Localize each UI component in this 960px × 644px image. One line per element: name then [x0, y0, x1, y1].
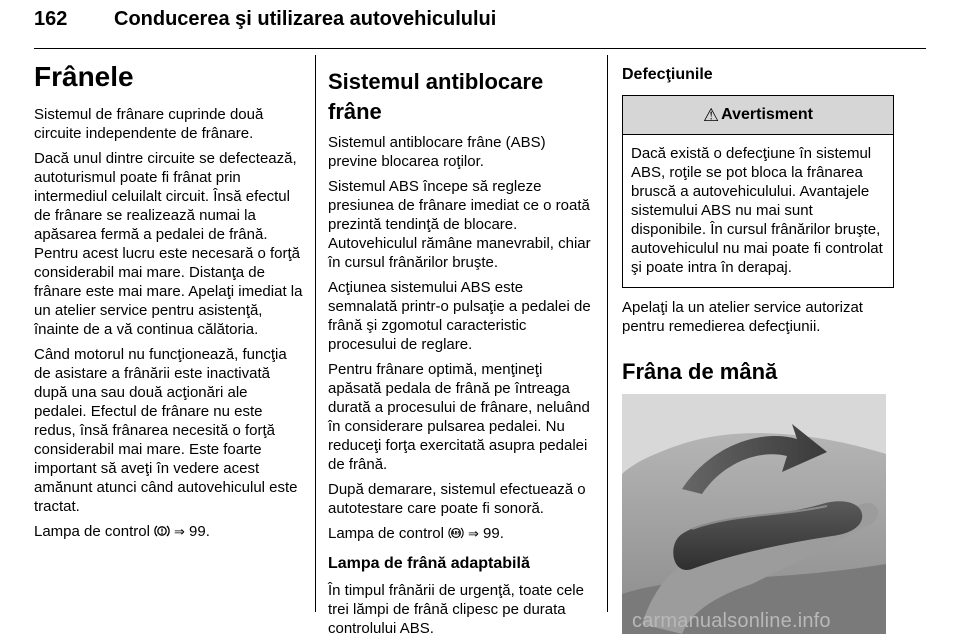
warning-body	[623, 135, 893, 287]
page-number: 162	[34, 8, 68, 30]
lamp-label: Lampa de control	[34, 523, 150, 540]
section-title-faults: Defecţiunile	[622, 66, 713, 83]
section-title-parking-brake: Frâna de mână	[622, 359, 778, 384]
watermark: carmanualsonline.info	[632, 610, 831, 632]
paragraph: După demarare, sistemul efectuează o autotestare care poate fi sonoră.	[328, 481, 586, 517]
subsection-title-adaptive-brake-light: Lampa de frână adaptabilă	[328, 555, 530, 572]
column-faults	[622, 55, 894, 634]
warning-box	[622, 95, 894, 288]
chapter-title: Conducerea şi utilizarea autovehiculului	[114, 8, 497, 30]
section-title-brakes: Frânele	[34, 61, 134, 92]
column-divider	[607, 55, 608, 612]
paragraph: În timpul frânării de urgenţă, toate cele trei lămpi de frână clipesc pe durata controlului ABS.	[328, 582, 584, 637]
column-brakes	[34, 55, 304, 547]
paragraph: Sistemul de frânare cuprinde două circuite independente de frânare.	[34, 106, 264, 142]
paragraph: Dacă unul dintre circuite se defectează, autoturismul poate fi frânat prin intermediul celuilalt circuit. Însă efectul de frânare se realizează numai la apăsarea fermă a pedalei de frână. Pentru acest lucru este necesară o forţă considerabil mai mare. Distanţa de frânare este mai mare. Apelaţi imediat la un atelier service pentru asistenţă, înainte de a vă continua călătoria.	[34, 150, 303, 338]
brake-warning-icon	[154, 523, 174, 539]
svg-text:ABS: ABS	[451, 530, 461, 536]
warning-triangle-icon: ⚠	[702, 104, 720, 125]
parking-brake-photo	[622, 394, 886, 634]
paragraph: Când motorul nu funcţionează, funcţia de asistare a frânării este inactivată după una sau două acţionări ale pedalei. Efectul de frânare nu este redus, însă frânarea necesită o forţă considerabil mai mare. Este foarte important să aveţi în vedere acest amănunt atunci când autovehiculul este tractat.	[34, 346, 298, 515]
page-ref-arrow-icon: ⇒	[467, 526, 479, 541]
paragraph: Acţiunea sistemului ABS este semnalată printr-o pulsaţie a pedalei de frână şi zgomotul caracteristic procesului de reglare.	[328, 279, 591, 353]
lamp-reference	[328, 524, 596, 543]
paragraph: Pentru frânare optimă, menţineţi apăsată pedala de frână pe întreaga durată a procesului de frânare, neluând în considerare pulsarea pedalei. Nu reduceţi forţa exercitată asupra pedalei de frână.	[328, 361, 590, 473]
page-ref-link[interactable]: 99.	[483, 525, 504, 542]
paragraph: Apelaţi la un atelier service autorizat pentru remedierea defecţiunii.	[622, 299, 863, 335]
lamp-reference	[34, 522, 304, 541]
warning-title: Avertisment	[721, 106, 814, 123]
paragraph: Sistemul ABS începe să regleze presiunea de frânare imediat ce o roată prezintă tendinţă de blocare. Autovehiculul rămâne manevrabil, chiar în cursul frânărilor bruşte.	[328, 178, 591, 271]
page-ref-arrow-icon: ⇒	[173, 524, 185, 539]
section-title-abs: Sistemul antiblocare frâne	[328, 69, 544, 124]
warning-header	[623, 96, 893, 135]
abs-lamp-icon	[448, 525, 468, 541]
lamp-label: Lampa de control	[328, 525, 444, 542]
page-ref-link[interactable]: 99.	[189, 523, 210, 540]
warning-text: Dacă există o defecţiune în sistemul ABS, roţile se pot bloca la frânarea bruscă a autovehiculului. Avantajele sistemului ABS nu mai sunt disponibile. În cursul frânărilor bruşte, autovehiculul nu mai poate fi controlat şi poate intra în derapaj.	[631, 145, 883, 276]
column-divider	[315, 55, 316, 612]
paragraph: Sistemul antiblocare frâne (ABS) previne blocarea roţilor.	[328, 134, 546, 170]
column-abs	[328, 55, 596, 644]
page-header	[34, 2, 926, 49]
